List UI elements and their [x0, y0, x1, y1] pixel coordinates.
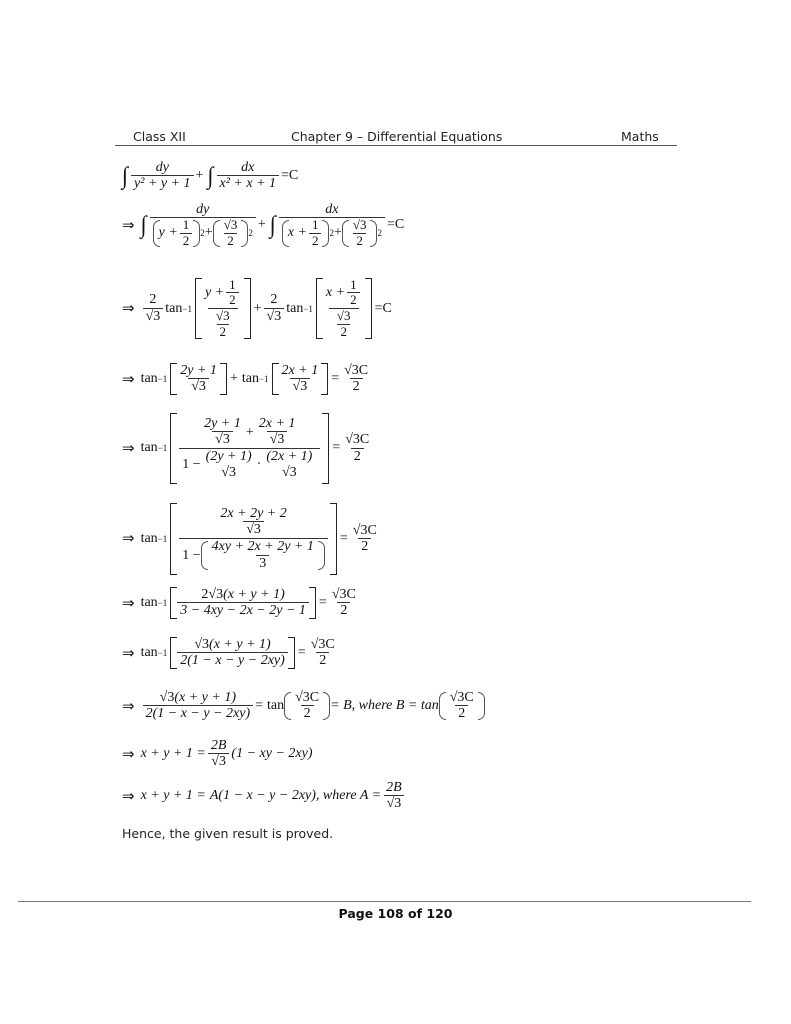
- fraction: [209, 539, 317, 571]
- fraction: [179, 506, 328, 572]
- rhs: (1 − xy − 2xy): [231, 746, 313, 762]
- equation-8: [122, 637, 340, 669]
- conclusion-text: Hence, the given result is proved.: [122, 826, 334, 841]
- denominator: 2: [350, 378, 363, 395]
- numerator: 2y + 1: [204, 416, 241, 431]
- equation-2: [122, 202, 404, 249]
- numerator: 1: [311, 217, 319, 233]
- denominator: √3: [212, 431, 233, 448]
- equals-c: =C: [374, 300, 392, 316]
- fraction: [292, 690, 322, 722]
- numerator: 2B: [210, 738, 227, 753]
- equals: =: [339, 530, 348, 546]
- bracket: [170, 637, 295, 669]
- fraction: [143, 690, 254, 722]
- denominator: 3 − 4xy − 2x − 2y − 1: [177, 602, 309, 619]
- numerator: 1: [229, 277, 236, 292]
- exponent: 2: [377, 228, 382, 239]
- numerator: √3C: [449, 690, 474, 705]
- numerator: 2x + 1: [281, 363, 319, 378]
- dot: ·: [256, 457, 262, 473]
- denominator: 2: [226, 292, 239, 308]
- plus: +: [245, 424, 254, 440]
- fraction: [177, 363, 220, 395]
- tan: tan: [267, 698, 285, 714]
- numerator: [157, 690, 239, 705]
- numerator: dx: [241, 160, 255, 175]
- term: x +: [287, 225, 307, 241]
- denominator: 2: [347, 292, 360, 308]
- equals: =: [318, 595, 327, 611]
- paren: [439, 690, 485, 722]
- plus: +: [195, 168, 204, 184]
- denominator: 2: [337, 602, 350, 619]
- term: y +: [204, 285, 225, 301]
- bracket: [195, 278, 251, 339]
- numerator: 2: [270, 292, 278, 308]
- fraction: [264, 292, 285, 324]
- integral-sign: ∫: [207, 161, 214, 190]
- denominator: 2: [358, 538, 371, 555]
- plus: +: [253, 300, 262, 316]
- term: (x + y + 1): [209, 637, 271, 652]
- paren: [284, 690, 330, 722]
- implies-arrow: ⇒: [122, 217, 135, 234]
- term: 1 −: [182, 547, 201, 563]
- fraction: [226, 278, 239, 308]
- fraction: [179, 416, 320, 481]
- fraction: [279, 202, 385, 249]
- tan: tan: [140, 371, 158, 387]
- tan: tan: [286, 300, 304, 316]
- term: 1 −: [182, 457, 201, 473]
- implies-arrow: ⇒: [122, 698, 135, 715]
- denominator: 2: [337, 324, 350, 340]
- fraction: [202, 278, 244, 339]
- numerator: √3: [336, 308, 351, 324]
- denominator: [329, 308, 359, 339]
- denominator: 3: [256, 555, 269, 572]
- numerator: [202, 278, 244, 308]
- lhs: x + y + 1 =: [140, 746, 206, 762]
- exponent: 2: [329, 228, 334, 239]
- inverse-exponent: −1: [303, 303, 313, 314]
- exponent: 2: [248, 228, 253, 239]
- implies-arrow: ⇒: [122, 301, 135, 318]
- plus: +: [204, 225, 213, 241]
- denominator: [179, 538, 328, 571]
- denominator: [208, 308, 238, 339]
- implies-arrow: ⇒: [122, 440, 135, 457]
- denominator: [279, 217, 385, 248]
- fraction: [341, 363, 371, 395]
- equation-5: [122, 413, 374, 484]
- bracket: [316, 278, 372, 339]
- fraction: [256, 416, 299, 448]
- plus: +: [257, 217, 266, 233]
- denominator: 2: [217, 324, 230, 340]
- numerator: 2: [149, 292, 157, 308]
- denominator: √3: [282, 464, 297, 480]
- coefficient: 2√3: [201, 587, 224, 602]
- equation-4: [122, 363, 373, 395]
- numerator: 4xy + 2x + 2y + 1: [211, 539, 314, 555]
- implies-arrow: ⇒: [122, 531, 135, 548]
- header-subject: Maths: [621, 129, 659, 144]
- numerator: [191, 637, 273, 652]
- header-chapter: Chapter 9 – Differential Equations: [291, 129, 503, 144]
- inverse-exponent: −1: [157, 443, 168, 454]
- numerator: dx: [325, 202, 339, 217]
- bracket: [170, 363, 227, 395]
- denominator: 2: [224, 233, 237, 249]
- bracket: [170, 587, 316, 619]
- equation-7: [122, 587, 361, 619]
- inverse-exponent: −1: [157, 374, 168, 385]
- implies-arrow: ⇒: [122, 645, 135, 662]
- denominator: √3: [143, 308, 164, 325]
- fraction: [131, 160, 194, 192]
- fraction: [383, 780, 405, 812]
- fraction: [350, 523, 380, 555]
- fraction: [177, 587, 309, 619]
- tan: tan: [140, 645, 158, 661]
- fraction: [217, 160, 280, 192]
- paren: [342, 218, 378, 248]
- inverse-exponent: −1: [157, 533, 168, 544]
- equals-c: =C: [386, 217, 405, 233]
- tan: tan: [165, 300, 183, 316]
- numerator: 1: [182, 217, 190, 233]
- coefficient: √3: [159, 690, 175, 705]
- integral-sign: ∫: [269, 211, 276, 239]
- header-class: Class XII: [133, 129, 186, 144]
- denominator: [179, 448, 320, 480]
- numerator: √3C: [331, 587, 356, 602]
- denominator: 2: [301, 705, 314, 722]
- rhs: A(1 − x − y − 2xy), where A =: [209, 788, 382, 804]
- numerator: √3: [215, 308, 230, 324]
- where-b-clause: = B, where B = tan: [330, 698, 439, 714]
- denominator: 2: [353, 233, 366, 249]
- fraction: [221, 218, 241, 248]
- equation-10: [122, 738, 313, 770]
- numerator: 2x + 2y + 2: [220, 506, 287, 521]
- fraction: [263, 449, 315, 480]
- paren: [213, 218, 249, 248]
- exponent: 2: [200, 228, 205, 239]
- equation-9: [122, 690, 485, 722]
- denominator: 2(1 − x − y − 2xy): [177, 652, 288, 669]
- denominator: √3: [264, 308, 285, 325]
- term: (x + y + 1): [223, 587, 285, 602]
- denominator: [150, 217, 256, 248]
- numerator: √3C: [352, 522, 377, 538]
- fraction: [323, 278, 365, 339]
- term: x +: [325, 285, 346, 301]
- equals: =: [331, 371, 340, 387]
- tan: tan: [140, 530, 158, 546]
- numerator: √3C: [345, 432, 370, 448]
- numerator: [196, 416, 303, 448]
- fraction: [177, 637, 288, 669]
- equation-6: [122, 503, 382, 575]
- fraction: [334, 309, 354, 339]
- fraction: [213, 309, 233, 339]
- inverse-exponent: −1: [157, 648, 168, 659]
- implies-arrow: ⇒: [122, 746, 135, 763]
- equals: =: [297, 645, 306, 661]
- denominator: 2: [455, 705, 468, 722]
- tan: tan: [241, 371, 259, 387]
- numerator: √3: [352, 217, 367, 233]
- numerator: √3C: [344, 363, 369, 378]
- paren: [282, 218, 330, 248]
- inverse-exponent: −1: [157, 598, 168, 609]
- tan: tan: [140, 440, 158, 456]
- denominator: 2: [180, 233, 193, 249]
- numerator: √3C: [295, 690, 320, 705]
- coefficient: √3: [194, 637, 210, 652]
- fraction: [180, 218, 193, 248]
- numerator: dy: [155, 160, 169, 175]
- fraction: [279, 363, 322, 395]
- page-number: Page 108 of 120: [338, 906, 453, 921]
- fraction: [329, 587, 359, 619]
- fraction: [308, 637, 338, 669]
- numerator: 2y + 1: [180, 363, 217, 378]
- numerator: [323, 278, 365, 308]
- bracket: [170, 503, 337, 575]
- header-divider: [115, 145, 677, 146]
- denominator: 2: [351, 448, 364, 465]
- denominator: √3: [267, 431, 288, 448]
- bracket: [170, 413, 329, 484]
- implies-arrow: ⇒: [122, 595, 135, 612]
- denominator: √3: [188, 378, 209, 395]
- equals: =: [332, 440, 341, 456]
- denominator: √3: [208, 753, 229, 770]
- numerator: 2x + 1: [258, 416, 296, 431]
- fraction: [350, 218, 370, 248]
- numerator: (2y + 1): [205, 449, 252, 465]
- lhs: x + y + 1 =: [140, 788, 206, 804]
- plus: +: [333, 225, 342, 241]
- footer-divider: [18, 901, 751, 902]
- fraction: [217, 506, 289, 538]
- denominator: √3: [243, 521, 264, 538]
- fraction: [208, 738, 230, 770]
- fraction: [201, 416, 244, 448]
- inverse-exponent: −1: [182, 303, 192, 314]
- numerator: [212, 506, 294, 538]
- term: y +: [158, 225, 178, 241]
- denominator: √3: [384, 795, 405, 812]
- numerator: √3: [223, 217, 238, 233]
- paren: [153, 218, 201, 248]
- inverse-exponent: −1: [258, 374, 269, 385]
- fraction: [342, 432, 372, 464]
- numerator: (2x + 1): [266, 449, 313, 465]
- equation-11: [122, 780, 407, 812]
- fraction: [309, 218, 322, 248]
- numerator: dy: [196, 202, 210, 217]
- denominator: 2: [309, 233, 322, 249]
- implies-arrow: ⇒: [122, 371, 135, 388]
- denominator: √3: [221, 464, 237, 480]
- fraction: [143, 292, 164, 324]
- fraction: [347, 278, 360, 308]
- numerator: 2B: [386, 780, 402, 795]
- denominator: √3: [290, 378, 311, 395]
- implies-arrow: ⇒: [122, 788, 135, 805]
- fraction: [203, 449, 255, 480]
- numerator: √3C: [310, 637, 335, 652]
- equation-3: [122, 278, 392, 339]
- numerator: 1: [350, 277, 357, 292]
- denominator: y² + y + 1: [131, 175, 194, 192]
- paren: [201, 539, 325, 571]
- equals-c: =C: [281, 168, 299, 184]
- fraction: [150, 202, 256, 249]
- denominator: x² + x + 1: [217, 175, 280, 192]
- plus: +: [229, 371, 238, 387]
- integral-sign: ∫: [140, 211, 147, 239]
- bracket: [272, 363, 329, 395]
- term: (x + y + 1): [174, 690, 237, 705]
- fraction: [447, 690, 477, 722]
- denominator: 2: [316, 652, 329, 669]
- numerator: [198, 587, 287, 602]
- tan: tan: [140, 595, 158, 611]
- integral-sign: ∫: [122, 161, 129, 190]
- equals: =: [255, 698, 264, 714]
- equation-1: [122, 160, 298, 192]
- denominator: 2(1 − x − y − 2xy): [143, 705, 254, 722]
